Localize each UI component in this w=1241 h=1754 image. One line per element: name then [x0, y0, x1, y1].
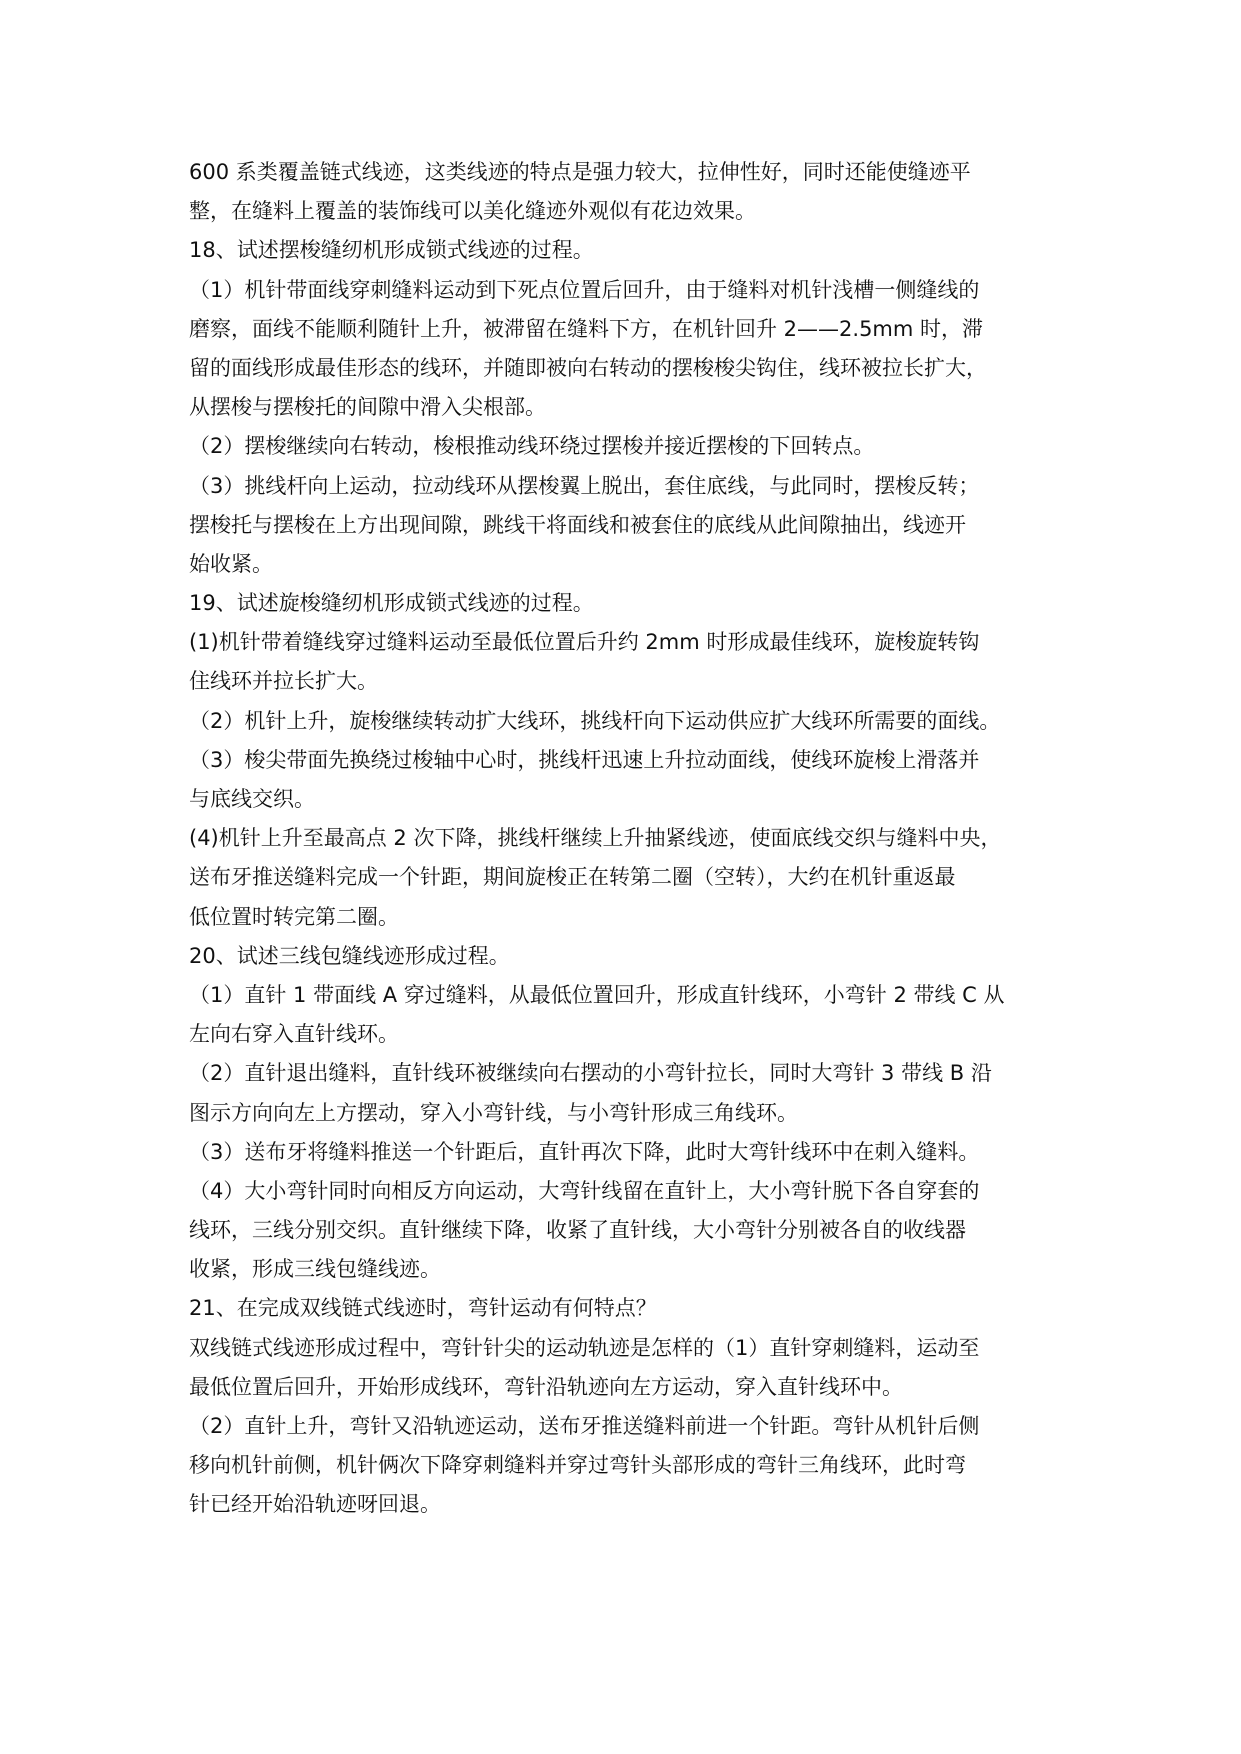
question-heading: 18、试述摆梭缝纫机形成锁式线迹的过程。 — [189, 238, 594, 263]
text-line: （2）直针退出缝料，直针线环被继续向右摆动的小弯针拉长，同时大弯针 3 带线 B 沿 — [189, 1061, 992, 1086]
question-heading: 19、试述旋梭缝纫机形成锁式线迹的过程。 — [189, 591, 594, 616]
text-line: 磨察，面线不能顺利随针上升，被滞留在缝料下方，在机针回升 2——2.5mm 时，滞 — [189, 316, 984, 341]
text-line: 图示方向向左上方摆动，穿入小弯针线，与小弯针形成三角线环。 — [189, 1100, 798, 1125]
text-line: （3）挑线杆向上运动，拉动线环从摆梭翼上脱出，套住底线，与此同时，摆梭反转； — [189, 473, 980, 498]
text-line: 与底线交织。 — [189, 787, 315, 811]
text-line: 送布牙推送缝料完成一个针距，期间旋梭正在转第二圈（空转），大约在机针重返最 — [189, 865, 956, 890]
text-line: 低位置时转完第二圈。 — [189, 904, 399, 929]
text-line: （2）机针上升，旋梭继续转动扩大线环，挑线杆向下运动供应扩大线环所需要的面线。 — [189, 708, 1001, 733]
text-line: 从摆梭与摆梭托的间隙中滑入尖根部。 — [189, 395, 546, 420]
question-heading: 21、在完成双线链式线迹时，弯针运动有何特点？ — [189, 1296, 657, 1321]
text-line: 住线环并拉长扩大。 — [189, 669, 378, 694]
text-line: (1)机针带着缝线穿过缝料运动至最低位置后升约 2mm 时形成最佳线环，旋梭旋转钩 — [189, 630, 980, 655]
text-line: 线环，三线分别交织。直针继续下降，收紧了直针线，大小弯针分别被各自的收线器 — [189, 1218, 966, 1243]
text-line: （4）大小弯针同时向相反方向运动，大弯针线留在直针上，大小弯针脱下各自穿套的 — [189, 1178, 980, 1203]
text-line: （1）机针带面线穿刺缝料运动到下死点位置后回升，由于缝料对机针浅槽一侧缝线的 — [189, 277, 980, 302]
text-line: （2）摆梭继续向右转动，梭根推动线环绕过摆梭并接近摆梭的下回转点。 — [189, 434, 875, 459]
text-line: （3）梭尖带面先换绕过梭轴中心时，挑线杆迅速上升拉动面线，使线环旋梭上滑落并 — [189, 747, 980, 772]
text-line: 始收紧。 — [189, 551, 273, 576]
text-line: 摆梭托与摆梭在上方出现间隙，跳线干将面线和被套住的底线从此间隙抽出，线迹开 — [189, 512, 966, 537]
text-line: 留的面线形成最佳形态的线环，并随即被向右转动的摆梭梭尖钩住，线环被拉长扩大， — [189, 355, 987, 380]
text-line: （3）送布牙将缝料推送一个针距后，直针再次下降，此时大弯针线环中在刺入缝料。 — [189, 1139, 980, 1164]
text-line: (4)机针上升至最高点 2 次下降，挑线杆继续上升抽紧线迹，使面底线交织与缝料中央， — [189, 826, 1002, 851]
text-line: 左向右穿入直针线环。 — [189, 1022, 399, 1047]
text-line: 整，在缝料上覆盖的装饰线可以美化缝迹外观似有花边效果。 — [189, 199, 756, 224]
text-line: 移向机针前侧，机针俩次下降穿刺缝料并穿过弯针头部形成的弯针三角线环，此时弯 — [189, 1453, 966, 1478]
text-line: 收紧，形成三线包缝线迹。 — [189, 1257, 441, 1282]
question-heading: 20、试述三线包缝线迹形成过程。 — [189, 943, 510, 968]
text-line: 600 系类覆盖链式线迹，这类线迹的特点是强力较大，拉伸性好，同时还能使缝迹平 — [189, 160, 971, 184]
text-line: （2）直针上升，弯针又沿轨迹运动，送布牙推送缝料前进一个针距。弯针从机针后侧 — [189, 1414, 980, 1438]
document-text-body — [189, 153, 1089, 1525]
text-line: 针已经开始沿轨迹呀回退。 — [189, 1492, 441, 1517]
text-line: （1）直针 1 带面线 A 穿过缝料，从最低位置回升，形成直针线环，小弯针 2 带线 C 从 — [189, 982, 1005, 1007]
text-line: 最低位置后回升，开始形成线环，弯针沿轨迹向左方运动，穿入直针线环中。 — [189, 1374, 903, 1399]
text-line: 双线链式线迹形成过程中，弯针针尖的运动轨迹是怎样的（1）直针穿刺缝料，运动至 — [189, 1335, 980, 1360]
